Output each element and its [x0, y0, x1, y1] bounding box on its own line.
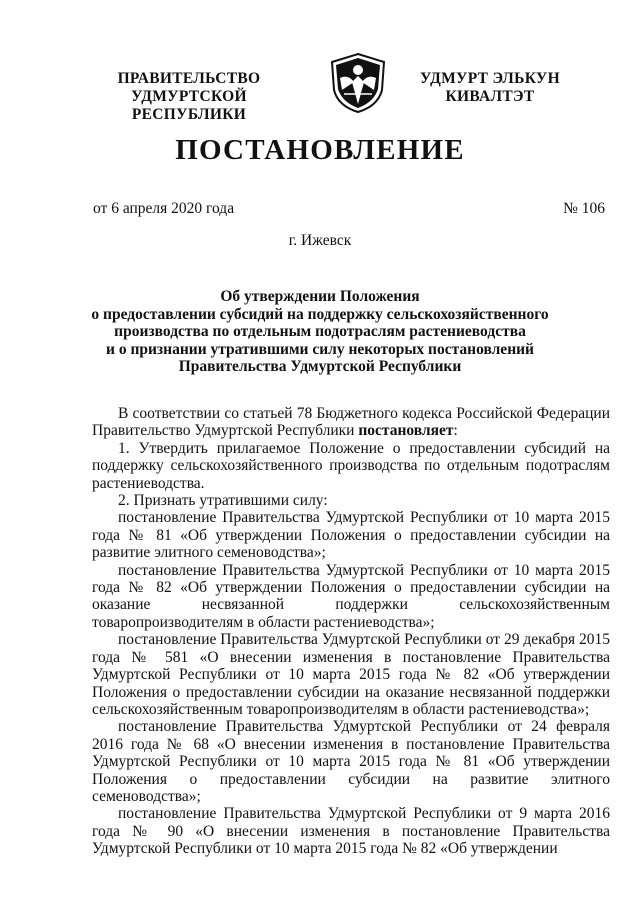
repealed-act-item: постановление Правительства Удмуртской Республики от 24 февраля 2016 года № 68 «О внесении изменения в постановление Правительства Удмуртской Республики от 10 марта 2015 года № 81 «Об утверждении Положения о предоставлении субсидии на развитие элитного семеноводства»; — [92, 718, 610, 805]
document-type-title: ПОСТАНОВЛЕНИЕ — [175, 134, 465, 166]
issuer-line-2: УДМУРТСКОЙ РЕСПУБЛИКИ — [131, 88, 247, 123]
repealed-act-item: постановление Правительства Удмуртской Республики от 29 декабря 2015 года № 581 «О внесении изменения в постановление Правительства Удмуртской Республики от 10 марта 2015 года № 82 «Об утверждении Положения о предоставлении субсидии на оказание несвязанной поддержки сельскохозяйственным товаропроизводителям в области растениеводства»; — [92, 631, 610, 718]
document-body — [92, 405, 610, 858]
repealed-act-item: постановление Правительства Удмуртской Республики от 9 марта 2016 года № 90 «О внесении изменения в постановление Правительства Удмуртской Республики от 10 марта 2015 года № 82 «Об утверждении — [92, 805, 610, 858]
issuer-line-1: ПРАВИТЕЛЬСТВО — [117, 70, 261, 87]
document-number: № 106 — [563, 200, 605, 217]
subject-line: и о признании утратившими силу некоторых постановлений — [106, 340, 534, 358]
document-date: от 6 апреля 2020 года — [93, 200, 235, 217]
issuer-name-russian — [74, 70, 304, 124]
subject-line: Правительства Удмуртской Республики — [178, 358, 462, 375]
issuer-udmurt-line-2: КИВАЛТЭТ — [445, 88, 535, 105]
repealed-act-item: постановление Правительства Удмуртской Республики от 10 марта 2015 года № 81 «Об утверждении Положения о предоставлении субсидии на развитие элитного семеноводства»; — [92, 509, 610, 562]
subject-line: Об утверждении Положения — [220, 288, 420, 305]
coat-of-arms-emblem — [328, 52, 388, 114]
preamble-paragraph — [92, 405, 610, 440]
clause-1: 1. Утвердить прилагаемое Положение о предоставлении субсидий на поддержку сельскохозяйственного производства по отдельным подотраслям растениеводства. — [92, 439, 610, 492]
document-city: г. Ижевск — [288, 232, 352, 249]
issuer-udmurt-line-1: УДМУРТ ЭЛЬКУН — [420, 70, 560, 87]
resolves-keyword: постановляет — [358, 422, 454, 440]
clause-2: 2. Признать утратившими силу: — [118, 492, 328, 510]
preamble-colon: : — [453, 422, 458, 440]
repealed-act-item: постановление Правительства Удмуртской Республики от 10 марта 2015 года № 82 «Об утверждении Положения о предоставлении субсидии на оказание несвязанной поддержки сельскохозяйственным товаропроизводителям в области растениеводства»; — [92, 561, 610, 631]
subject-line: о предоставлении субсидий на поддержку сельскохозяйственного — [91, 305, 549, 323]
subject-line: производства по отдельным подотраслям растениеводства — [114, 323, 526, 340]
document-subject — [80, 288, 560, 376]
preamble-text: В соответствии со статьей 78 Бюджетного кодекса Российской Федерации Правительство Удмуртской Республики — [92, 405, 610, 440]
issuer-name-udmurt — [400, 70, 580, 106]
